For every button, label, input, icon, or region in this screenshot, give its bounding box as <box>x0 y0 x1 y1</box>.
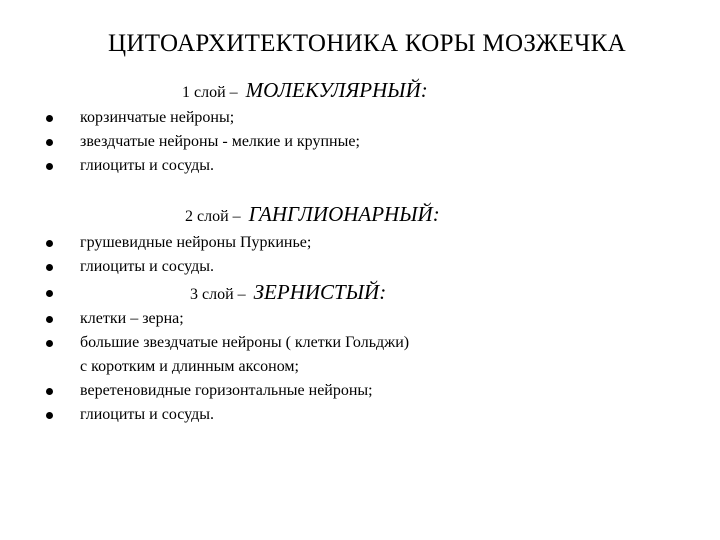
bullet-icon <box>46 412 53 419</box>
list-item: глиоциты и сосуды. <box>80 406 214 423</box>
bullet-icon <box>46 115 53 122</box>
layer2-heading <box>185 202 440 227</box>
layer3-prefix: 3 слой – <box>190 286 246 303</box>
list-item: большие звездчатые нейроны ( клетки Гольджи) <box>80 334 410 351</box>
layer1-prefix: 1 слой – <box>182 84 238 101</box>
bullet-icon <box>46 316 53 323</box>
list-item-continuation: с коротким и длинным аксоном; <box>80 358 299 375</box>
bullet-icon <box>46 290 53 297</box>
layer1-heading <box>182 78 428 103</box>
list-item: клетки – зерна; <box>80 310 184 327</box>
bullet-icon <box>46 264 53 271</box>
list-item: веретеновидные горизонтальные нейроны; <box>80 382 373 399</box>
list-item: звездчатые нейроны - мелкие и крупные; <box>80 133 360 150</box>
list-item: корзинчатые нейроны; <box>80 109 235 126</box>
bullet-icon <box>46 240 53 247</box>
layer1-name: МОЛЕКУЛЯРНЫЙ: <box>245 78 428 102</box>
layer3-heading <box>190 280 386 305</box>
list-item: глиоциты и сосуды. <box>80 157 214 174</box>
layer2-name: ГАНГЛИОНАРНЫЙ: <box>248 202 440 226</box>
bullet-icon <box>46 163 53 170</box>
bullet-icon <box>46 139 53 146</box>
list-item: грушевидные нейроны Пуркинье; <box>80 234 312 251</box>
bullet-icon <box>46 388 53 395</box>
list-item: глиоциты и сосуды. <box>80 258 214 275</box>
layer3-name: ЗЕРНИСТЫЙ: <box>253 280 387 304</box>
slide-title: ЦИТОАРХИТЕКТОНИКА КОРЫ МОЗЖЕЧКА <box>108 30 626 57</box>
layer2-prefix: 2 слой – <box>185 208 241 225</box>
bullet-icon <box>46 340 53 347</box>
